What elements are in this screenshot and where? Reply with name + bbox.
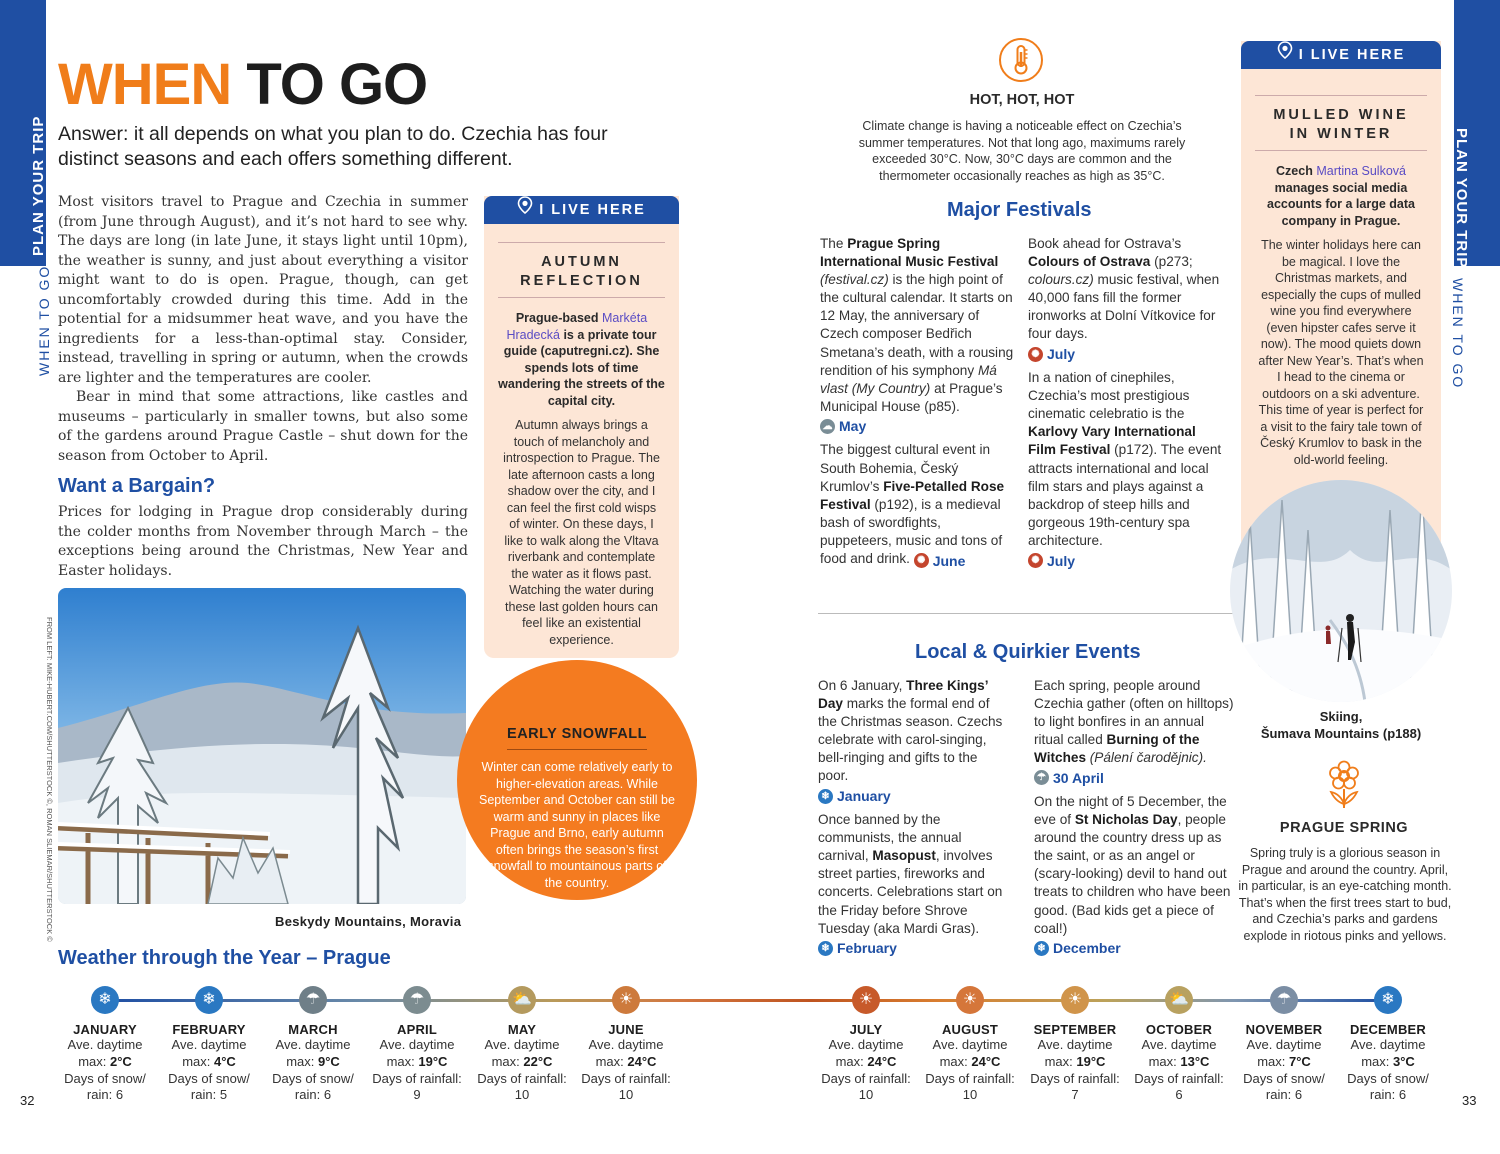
box-text: The winter holidays here can be magical. I love the Christmas markets, and especially the cups of mulled wine you find everywhere (even hipster cafes serve it now). The mood quiets down after New Year’s. That’s when I head to the cinema or outdoors on a ski adventure. This time of year is perfect for a visit to the fairy tale town of Český Krumlov to bask in the old-world feeling. [1258,238,1424,467]
caption-line-1: Skiing, [1319,709,1363,724]
festival-pre: In a nation of cinephiles, Czechia’s most prestigious cinematic celebratio is the [1028,370,1190,422]
label-max: max: [1044,1053,1073,1069]
label-max: max: [1361,1053,1390,1069]
event-pre: Once banned by the communists, the annual carnival, [818,812,962,864]
bargain-text: Prices for lodging in Prague drop considerably during the colder months from November through March – the exceptions being around the Christmas, New Year and Easter holidays. [58,504,468,579]
weather-month [470,986,574,1104]
sun-icon: ☀ [956,986,984,1014]
event-entry [818,677,1004,805]
photo-caption: Beskydy Mountains, Moravia [275,914,462,929]
page-number-left: 32 [20,1093,35,1108]
label-ave: Ave. daytime [275,1037,351,1052]
cloud-sun-icon: ☁ [820,419,835,434]
festival-entry [1028,369,1222,569]
festival-site: (festival.cz) [820,272,889,288]
label-days: Days of snow/ [272,1070,354,1086]
month-name: NOVEMBER [1245,1022,1323,1037]
weather-month [53,986,157,1104]
month-stats [1336,1037,1440,1104]
location-pin-icon [517,196,533,224]
hot-title: HOT, HOT, HOT [969,92,1075,108]
month-name: SEPTEMBER [1033,1022,1117,1037]
label-days: Days of rainfall: [477,1070,567,1086]
intro-paragraph-1: Most visitors travel to Prague and Czechia in summer (from June through August), and it’s not hard to see why. The days are long (in late June, it stays light until 10pm), the weather is sunny, and just about everything a visitor might want to do is open. Prague, though, can get uncomfortably crowded during this time. Add in the potential for a midsummer heat wave, and you have the ingredients for a less-than-optimal stay. Consider, instead, travelling in spring or autumn, when the crowds are lighter and the temperatures are cooler. [58,194,468,386]
month-label: December [1053,940,1121,957]
cloud-rain-icon: ☂ [1270,986,1298,1014]
month-label: February [837,940,897,957]
event-post: , involves street parties, fireworks and concerts. Celebrations start on the Friday before Shrove Tuesday (aka Mardi Gras). [818,848,1003,936]
author-bio: is a private tour guide (caputregni.cz). She spends lots of time wandering the streets of the capital city. [498,327,665,408]
label-max: max: [386,1053,415,1069]
page-number-right: 33 [1462,1093,1477,1108]
label-ave: Ave. daytime [67,1037,143,1052]
side-tab-secondary: WHEN TO GO [36,264,52,376]
festival-entry [820,235,1014,435]
cloud-rain-icon: ☂ [403,986,431,1014]
month-name: JANUARY [73,1022,137,1037]
event-pre: On the night of 5 December, the eve of [1034,794,1227,828]
label-ave: Ave. daytime [828,1037,904,1052]
event-name: Three Kings’ Day [818,678,988,712]
author-name: Martina Sulková [1316,164,1406,178]
month-name: JULY [849,1022,883,1037]
month-stats [814,1037,918,1104]
label-days: Days of rainfall: [821,1070,911,1086]
flower-icon [1325,760,1363,815]
i-live-here-box-autumn [484,196,679,658]
festival-text: is the high point of the cultural calendar. It starts on 12 May, the anniversary of Czech composer Bedřich Smetana’s death, with a rousing rendition of his symphony [820,272,1014,378]
weather-month [918,986,1022,1104]
festival-month [1028,552,1075,570]
section-divider [818,613,1236,614]
month-name: APRIL [397,1022,437,1037]
days-value: 10 [514,1087,530,1103]
weather-heading: Weather through the Year – Prague [58,947,391,969]
max-temp: 9°C [317,1053,340,1069]
sun-icon: ☀ [1061,986,1089,1014]
month-stats [261,1037,365,1104]
month-name: MARCH [288,1022,338,1037]
festival-name: Colours of Ostrava [1028,254,1151,270]
month-name: DECEMBER [1350,1022,1426,1037]
box-author [1241,163,1441,229]
max-temp: 24°C [627,1053,657,1069]
snowflake-icon: ❄ [818,789,833,804]
box-title [498,242,665,298]
festival-site: colours.cz) [1028,272,1094,288]
max-temp: 22°C [523,1053,553,1069]
sun-icon: ☀ [852,986,880,1014]
event-month [1034,769,1104,787]
festival-post: at Prague’s Municipal House (p85). [820,380,1003,414]
cloud-rain-icon: ☂ [1034,770,1049,785]
days-value: 10 [618,1087,634,1103]
days-value: 10 [858,1087,874,1103]
weather-month [1232,986,1336,1104]
max-temp: 19°C [1076,1053,1106,1069]
festival-name: Prague Spring International Music Festival [820,236,999,270]
festival-ref: (p273; [1154,254,1193,270]
festival-month [1028,345,1075,363]
festival-pre: The [820,236,844,251]
event-month [818,939,897,957]
label-ave: Ave. daytime [1141,1037,1217,1052]
label-days: Days of snow/ [168,1070,250,1086]
festival-post: (p192), is a medieval bash of swordfights, puppeteers, music and tons of food and drink. [820,496,1003,567]
snowflake-icon: ❄ [91,986,119,1014]
author-pre: Prague-based [515,311,599,325]
event-month [818,787,891,805]
festival-work: Má vlast (My Country) [820,362,997,396]
sun-icon: ✺ [1028,347,1043,362]
max-temp: 3°C [1392,1053,1415,1069]
festivals-column-2 [1028,235,1222,576]
days-value: rain: 5 [190,1087,228,1103]
events-column-1 [818,677,1004,963]
label-max: max: [835,1053,864,1069]
weather-month [574,986,678,1104]
month-name: JUNE [608,1022,644,1037]
i-live-here-header [1241,41,1441,69]
local-events-heading: Local & Quirkier Events [915,641,1141,663]
festival-name: Karlovy Vary International Film Festival [1028,424,1196,458]
label-max: max: [491,1053,520,1069]
weather-month [814,986,918,1104]
event-entry [818,811,1004,957]
callout-divider [507,749,647,750]
label-max: max: [1257,1053,1286,1069]
festival-pre: Book ahead for Ostrava’s [1028,236,1182,251]
max-temp: 24°C [867,1053,897,1069]
month-label: June [932,552,966,569]
side-tab-secondary: WHEN TO GO [1450,278,1466,390]
event-pre: On 6 January, [818,678,903,693]
days-value: rain: 6 [1265,1087,1303,1103]
label-ave: Ave. daytime [1246,1037,1322,1052]
right-side-tab [1450,0,1500,1154]
photo-skiing-sumava [1230,480,1452,702]
weather-month [365,986,469,1104]
sun-icon: ✺ [914,553,929,568]
max-temp: 7°C [1288,1053,1311,1069]
label-ave: Ave. daytime [1037,1037,1113,1052]
box-text: Autumn always brings a touch of melancholy and introspection to Prague. The late afternoon casts a long shadow over the city, and I can feel the first cold wisps of winter. On these days, I like to walk along the Vltava riverbank and contemplate the water as it flows past. Watching the water during these last golden hours can feel like an existential experience. [503,418,660,647]
festival-entry [1028,235,1222,363]
event-name: Masopust [872,848,936,864]
sun-icon: ☀ [612,986,640,1014]
title-main: TO GO [246,52,428,117]
lead-paragraph: Answer: it all depends on what you plan to do. Czechia has four distinct seasons and each offers something different. [58,123,608,170]
festival-entry [820,441,1014,569]
days-value: 9 [413,1087,421,1103]
box-title [1255,95,1427,151]
festival-month [820,417,866,435]
label-ave: Ave. daytime [484,1037,560,1052]
event-post: marks the formal end of the Christmas season. Czechs celebrate with carol-singing, bell-ringing and gifts to the poor. [818,696,1003,784]
month-label: 30 April [1053,769,1104,786]
days-value: 6 [1175,1087,1183,1103]
month-label: January [837,788,891,805]
photo-credit: FROM LEFT: MIKE-HUBERT.COM/SHUTTERSTOCK ©, ROMAN SLIEMAR/SHUTTERSTOCK © [45,617,54,942]
festival-pre: The biggest cultural event in South Bohemia, Český Krumlov’s [820,442,991,494]
box-title-line-1: MULLED WINE [1273,107,1409,123]
early-snowfall-callout [457,660,697,900]
max-temp: 19°C [418,1053,448,1069]
days-value: rain: 6 [294,1087,332,1103]
event-entry [1034,793,1234,957]
label-days: Days of rainfall: [1030,1070,1120,1086]
event-alt-name: (Pálení čarodějnic). [1089,750,1207,766]
sun-cloud-icon: ⛅ [508,986,536,1014]
festival-post: music festival, when 40,000 fans fill the former ironworks at Dolní Vítkovice for four days. [1028,272,1220,342]
month-stats [574,1037,678,1104]
month-name: FEBRUARY [172,1022,246,1037]
max-temp: 2°C [109,1053,132,1069]
side-tab-primary: PLAN YOUR TRIP [1453,128,1470,269]
label-max: max: [1148,1053,1177,1069]
cloud-rain-icon: ☂ [299,986,327,1014]
month-stats [918,1037,1022,1104]
label-max: max: [939,1053,968,1069]
thermometer-icon [998,37,1044,88]
author-bio: manages social media accounts for a large data company in Prague. [1267,180,1415,228]
month-stats [470,1037,574,1104]
label-days: Days of snow/ [1347,1070,1429,1086]
label-days: Days of rainfall: [1134,1070,1224,1086]
max-temp: 24°C [971,1053,1001,1069]
snowflake-icon: ❄ [1374,986,1402,1014]
spring-title: PRAGUE SPRING [1279,820,1409,836]
box-author [484,310,679,409]
label-days: Days of snow/ [1243,1070,1325,1086]
month-name: MAY [507,1022,537,1037]
spring-text: Spring truly is a glorious season in Prague and around the country. April, in particular, is an eye-catching month. That’s when the first trees start to bud, and Czechia’s parks and gardens explode in riotous pinks and yellows. [1238,846,1452,943]
festival-post: (p172). The event attracts international and local film stars and plays against a backdrop of steep hills and gorgeous 19th-century spa architecture. [1028,442,1222,548]
label-days: Days of snow/ [64,1070,146,1086]
month-name: OCTOBER [1145,1022,1213,1037]
weather-month [157,986,261,1104]
event-month [1034,939,1121,957]
bargain-heading: Want a Bargain? [58,475,216,497]
weather-month [1336,986,1440,1104]
days-value: 10 [962,1087,978,1103]
days-value: rain: 6 [86,1087,124,1103]
event-post: , people around the country dress up as the saint, or as an angel or (scary-looking) devil to hand out treats to children who have been good. (Bad kids get a piece of coal!) [1034,812,1231,936]
author-pre: Czech [1276,164,1313,178]
event-name: Burning of the Witches [1034,732,1200,766]
month-stats [157,1037,261,1104]
i-live-here-header [484,196,679,224]
author-name: Markéta Hradecká [506,311,648,342]
major-festivals-heading: Major Festivals [947,199,1092,221]
intro-paragraph-2: Bear in mind that some attractions, like castles and museums – particularly in smaller towns, but also some of the gardens around Prague Castle – shut down for the season from October to April. [58,389,468,464]
sun-icon: ✺ [1028,553,1043,568]
event-entry [1034,677,1234,787]
label-ave: Ave. daytime [932,1037,1008,1052]
label-max: max: [286,1053,315,1069]
title-accent: WHEN [58,52,232,117]
box-title-line-1: AUTUMN [541,254,622,270]
days-value: rain: 6 [1369,1087,1407,1103]
page-title [58,52,428,117]
max-temp: 13°C [1180,1053,1210,1069]
month-stats [1232,1037,1336,1104]
intro-text [58,193,468,466]
box-title-line-2: IN WINTER [1289,126,1393,142]
photo-beskydy-mountains [58,588,466,904]
photo-caption [1241,709,1441,742]
event-name: St Nicholas Day [1074,812,1178,828]
month-label: May [839,418,867,435]
label-ave: Ave. daytime [379,1037,455,1052]
label-ave: Ave. daytime [588,1037,664,1052]
snowflake-icon: ❄ [818,941,833,956]
i-live-here-label: I LIVE HERE [539,202,646,218]
month-name: AUGUST [941,1022,999,1037]
label-max: max: [78,1053,107,1069]
weather-month [1023,986,1127,1104]
label-max: max: [595,1053,624,1069]
callout-text: Winter can come relatively early to higher-elevation areas. While September and October can still be warm and sunny in places like Prague and Brno, early autumn often brings the season’s first snowfall to mountainous parts of the country. [479,760,675,890]
festivals-column-1 [820,235,1014,576]
festival-month [914,552,966,570]
events-column-2 [1034,677,1234,963]
weather-month [261,986,365,1104]
box-title-line-2: REFLECTION [520,273,643,289]
label-days: Days of rainfall: [372,1070,462,1086]
month-stats [1127,1037,1231,1104]
label-days: Days of rainfall: [581,1070,671,1086]
month-label: July [1047,552,1076,569]
location-pin-icon [1277,41,1293,69]
label-max: max: [182,1053,211,1069]
max-temp: 4°C [213,1053,236,1069]
label-days: Days of rainfall: [925,1070,1015,1086]
side-tab-primary: PLAN YOUR TRIP [30,115,47,256]
month-stats [1023,1037,1127,1104]
festival-name: Five-Petalled Rose Festival [820,478,1005,512]
month-label: July [1047,346,1076,363]
weather-month [1127,986,1231,1104]
label-ave: Ave. daytime [1350,1037,1426,1052]
snowflake-icon: ❄ [1034,941,1049,956]
snowflake-icon: ❄ [195,986,223,1014]
sun-cloud-icon: ⛅ [1165,986,1193,1014]
hot-text: Climate change is having a noticeable effect on Czechia’s summer temperatures. Not that long ago, maximums rarely exceeded 30°C. Now, 30°C days are common and the thermometer occasionally reaches as high as 35°C. [858,119,1186,183]
caption-line-2: Šumava Mountains (p188) [1260,725,1422,741]
i-live-here-label: I LIVE HERE [1298,47,1406,63]
event-pre: Each spring, people around Czechia gather (often on hilltops) to light bonfires in an annual ritual called [1034,678,1234,748]
days-value: 7 [1071,1087,1079,1103]
callout-title: EARLY SNOWFALL [507,726,647,742]
month-stats [365,1037,469,1104]
month-stats [53,1037,157,1104]
label-ave: Ave. daytime [171,1037,247,1052]
